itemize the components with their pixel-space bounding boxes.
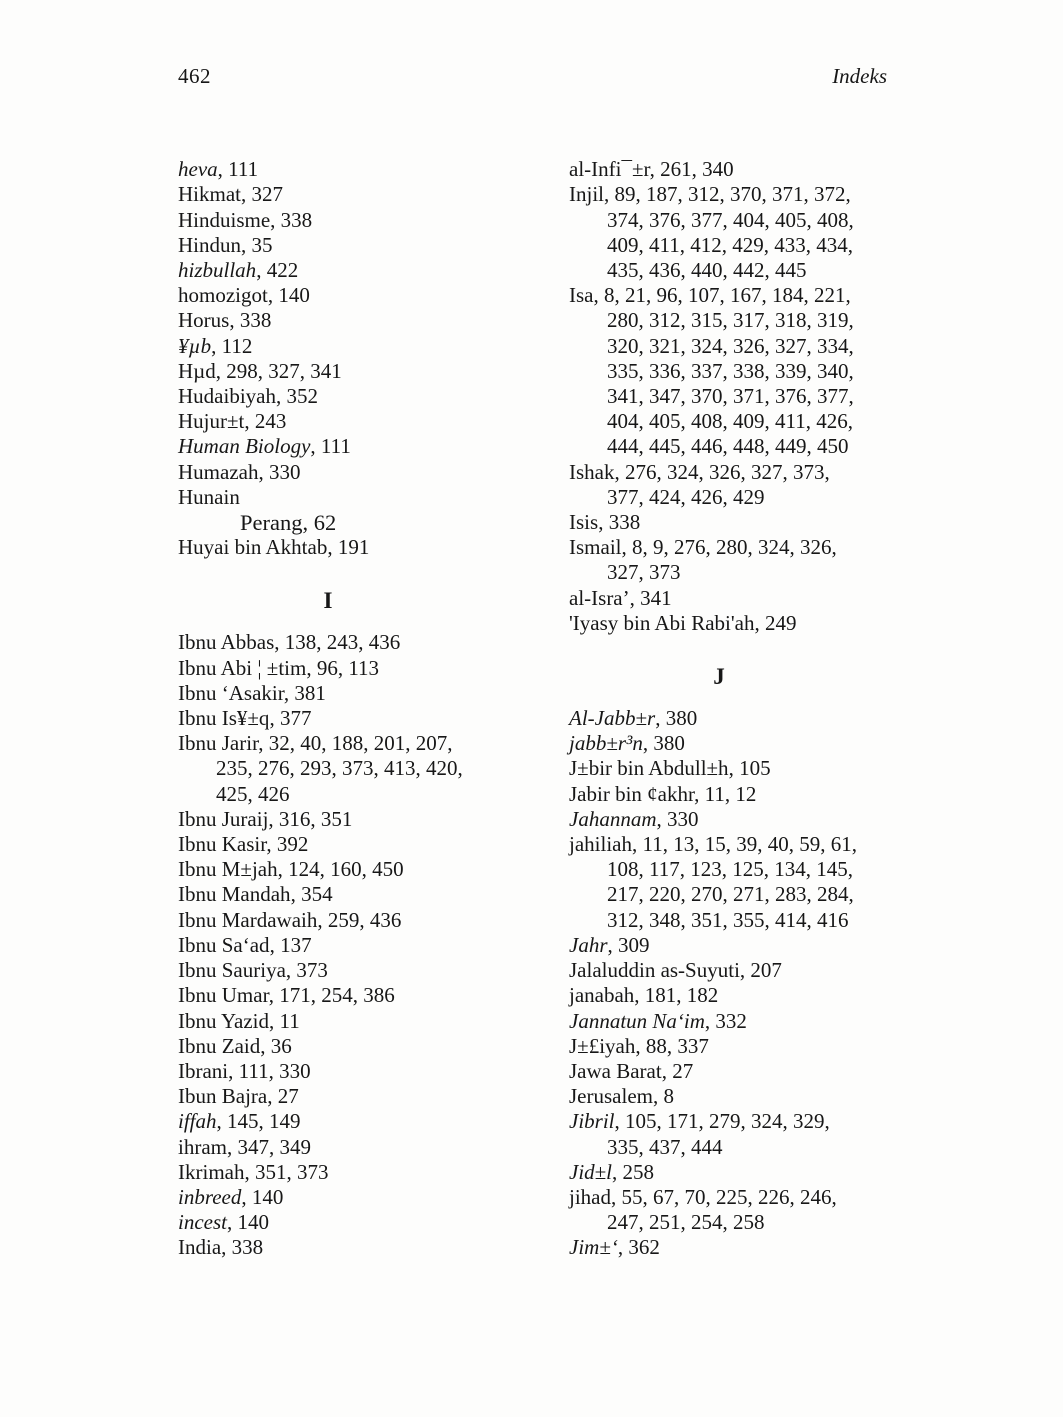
entry-page-refs: 11, 12 [704,781,757,806]
entry-page-refs: 261, 340 [660,157,734,182]
entry-term: Hikmat [178,182,241,207]
page-header [178,64,1063,89]
index-entry: Hikmat, 327 [178,182,283,207]
index-entry: Jerusalem, 8 [569,1084,674,1109]
entry-term: Perang [240,510,303,536]
entry-term: Ibnu Juraij [178,806,269,831]
entry-term: Ibrani [178,1058,229,1083]
index-entry: Jannatun Na‘im, 332 [569,1008,747,1033]
entry-term: janabah [569,983,635,1008]
index-entry: Hindun, 35 [178,232,273,257]
entry-term: Jawa Barat [569,1058,662,1083]
entry-term: Jim±‘ [569,1235,618,1260]
index-entry: Jawa Barat, 27 [569,1058,694,1083]
index-entry: Ibnu Is¥±q, 377 [178,706,312,731]
entry-term: Al-Jabb±r [569,706,656,731]
index-entry: Hµd, 298, 327, 341 [178,358,342,383]
entry-term: Ibnu Mardawaih [178,907,318,932]
index-entry: Injil, 89, 187, 312, 370, 371, 372, 374, 376, 377, 404, 405, 408, 409, 411, 412, 429, 433, 434, 435, 436, 440, 442, 445 [569,182,854,283]
entry-page-refs: 191 [337,535,370,560]
index-entry: India, 338 [178,1235,264,1260]
entry-term: Jid±l [569,1159,613,1184]
entry-page-refs: 171, 254, 386 [279,983,395,1008]
entry-page-refs: 207 [750,958,782,983]
entry-page-refs: 36 [270,1033,292,1058]
index-entry: ¥µb, 112 [178,333,253,358]
index-entry: jahiliah, 11, 13, 15, 39, 40, 59, 61, 108, 117, 123, 125, 134, 145, 217, 220, 270, 271, 283, 284, 312, 348, 351, 355, 414, 416 [569,832,857,932]
entry-term: Ibun Bajra [178,1084,268,1109]
index-entry: Horus, 338 [178,308,272,333]
entry-term: Jabir bin ¢akhr [569,781,695,806]
entry-term: Humazah [178,459,259,484]
entry-page-refs: 380 [665,706,698,731]
index-entry: Ishak, 276, 324, 326, 327, 373, 377, 424, 426, 429 [569,459,830,509]
entry-page-refs: 338 [231,1235,264,1260]
entry-page-refs: 138, 243, 436 [284,630,401,655]
section-heading: I [323,588,333,614]
entry-page-refs: 347, 349 [237,1134,311,1159]
entry-page-refs: 32, 40, 188, 201, 207, 235, 276, 293, 373, 413, 420, 425, 426 [216,731,463,806]
entry-page-refs: 338 [239,308,272,333]
entry-page-refs: 377 [279,706,312,731]
entry-page-refs: 330 [268,459,301,484]
index-entry: Ismail, 8, 9, 276, 280, 324, 326, 327, 373 [569,535,837,585]
index-entry: Jahannam, 330 [569,806,699,831]
entry-term: Ibnu M±jah [178,857,278,882]
entry-page-refs: 140 [237,1210,269,1235]
index-entry: Ibnu ‘Asakir, 381 [178,680,326,705]
entry-page-refs: 351, 373 [254,1159,329,1184]
entry-page-refs: 111 [228,157,259,182]
entry-term: J±£iyah [569,1033,636,1058]
entry-term: Hindun [178,232,241,257]
entry-term: Ibnu Sa‘ad [178,932,270,957]
page-header-title: Indeks [832,64,887,88]
index-entry: Ibnu Abi ¦ ±tim, 96, 113 [178,655,380,680]
index-entry: al-Infi¯±r, 261, 340 [569,157,734,182]
entry-term: Ikrimah [178,1159,245,1184]
index-entry: Perang, 62 [240,510,337,536]
index-entry: al-Isra’, 341 [569,585,672,610]
entry-term: Ismail [569,535,622,560]
index-entry: 'Iyasy bin Abi Rabi'ah, 249 [569,610,797,635]
index-entry: Jabir bin ¢akhr, 11, 12 [569,781,757,806]
index-entry: J±bir bin Abdull±h, 105 [569,756,771,781]
index-entry: janabah, 181, 182 [569,983,719,1008]
entry-page-refs: 381 [294,680,326,705]
entry-term: Ibnu Jarir [178,731,259,756]
entry-term: Hudaibiyah [178,384,276,409]
entry-term: ihram [178,1134,227,1159]
index-entry: Ibnu M±jah, 124, 160, 450 [178,857,404,882]
entry-page-refs: 55, 67, 70, 225, 226, 246, 247, 251, 254, 258 [607,1184,837,1235]
entry-term: jahiliah [569,832,632,857]
index-entry: Ibnu Sa‘ad, 137 [178,932,312,957]
entry-term: homozigot [178,283,268,308]
entry-term: inbreed [178,1184,242,1209]
entry-page-refs: 298, 327, 341 [226,358,342,383]
index-entry: Hujur±t, 243 [178,409,287,434]
entry-page-refs: 88, 337 [645,1033,709,1058]
entry-term: al-Isra’ [569,585,630,610]
entry-term: iffah [178,1109,217,1134]
entry-page-refs: 362 [628,1235,660,1260]
index-entry: Ibnu Juraij, 316, 351 [178,806,353,831]
index-entry: jabb±r³n, 380 [569,731,685,756]
entry-term: 'Iyasy bin Abi Rabi'ah [569,610,755,635]
entry-term: Huyai bin Akhtab [178,535,328,560]
index-entry: Ibnu Jarir, 32, 40, 188, 201, 207, 235, 276, 293, 373, 413, 420, 425, 426 [178,731,463,806]
index-entry: Ibnu Sauriya, 373 [178,958,328,983]
index-entry: Jahr, 309 [569,932,650,957]
entry-term: Jalaluddin as-Suyuti [569,958,740,983]
index-entry: iffah, 145, 149 [178,1109,301,1134]
entry-page-refs: 11 [279,1008,300,1033]
index-entry: Hudaibiyah, 352 [178,384,318,409]
entry-term: Jahr [569,932,608,957]
index-entry: Isa, 8, 21, 96, 107, 167, 184, 221, 280, 312, 315, 317, 318, 319, 320, 321, 324, 326, 327, 334, 335, 336, 337, 338, 339, 340, 341, 347, 370, 371, 376, 377, 404, 405, 408, 409, 411, 426, 444, 445, 446, 448, 449, 450 [569,283,854,459]
index-entry: Human Biology, 111 [178,434,351,459]
entry-page-refs: 8, 9, 276, 280, 324, 326, 327, 373 [607,535,837,585]
index-entry: Ibnu Zaid, 36 [178,1033,292,1058]
entry-term: Ibnu ‘Asakir [178,680,284,705]
entry-page-refs: 422 [266,258,299,283]
entry-page-refs: 140 [251,1184,284,1209]
entry-term: heva [178,157,218,182]
index-entry: Hinduisme, 338 [178,207,313,232]
entry-term: Ibnu Yazid [178,1008,270,1033]
index-column-left [178,157,478,1260]
index-entry: ihram, 347, 349 [178,1134,311,1159]
entry-term: Ibnu Is¥±q [178,706,270,731]
index-entry: J±£iyah, 88, 337 [569,1033,709,1058]
entry-term: jihad [569,1184,611,1209]
entry-term: Hµd [178,358,216,383]
entry-page-refs: 373 [296,958,328,983]
entry-term: India [178,1235,222,1260]
index-entry: Humazah, 330 [178,459,301,484]
page-number: 462 [178,64,211,88]
entry-term: hizbullah [178,258,257,283]
entry-page-refs: 259, 436 [327,907,402,932]
entry-page-refs: 35 [251,232,273,257]
entry-page-refs: 276, 324, 326, 327, 373, 377, 424, 426, 429 [607,459,830,509]
index-entry: Ikrimah, 351, 373 [178,1159,329,1184]
entry-term: Ibnu Zaid [178,1033,261,1058]
entry-page-refs: 27 [672,1058,694,1083]
entry-term: jabb±r³n [569,731,643,756]
entry-page-refs: 258 [622,1159,655,1184]
entry-page-refs: 309 [618,932,650,957]
index-entry: Jalaluddin as-Suyuti, 207 [569,958,782,983]
entry-page-refs: 338 [280,207,313,232]
index-entry: Ibnu Yazid, 11 [178,1008,300,1033]
entry-page-refs: 243 [254,409,287,434]
entry-page-refs: 352 [286,384,318,409]
index-entry: Al-Jabb±r, 380 [569,706,698,731]
entry-term: Jibril [569,1109,615,1134]
entry-term: Jannatun Na‘im [569,1008,705,1033]
entry-page-refs: 8 [663,1084,674,1109]
entry-page-refs: 380 [653,731,685,756]
entry-page-refs: 327 [251,182,283,207]
entry-term: Ishak [569,459,615,484]
index-entry: Isis, 338 [569,510,641,535]
entry-page-refs: 338 [608,510,641,535]
index-entry: heva, 111 [178,157,259,182]
index-entry: Ibrani, 111, 330 [178,1058,311,1083]
entry-page-refs: 140 [278,283,310,308]
entry-page-refs: 330 [667,806,699,831]
entry-term: Ibnu Umar [178,983,269,1008]
entry-term: Hunain [178,484,240,509]
index-entry: Huyai bin Akhtab, 191 [178,535,370,560]
entry-term: Human Biology [178,434,311,459]
index-entry: Ibnu Umar, 171, 254, 386 [178,983,395,1008]
entry-page-refs: 105 [739,756,771,781]
entry-page-refs: 316, 351 [278,806,353,831]
index-entry: jihad, 55, 67, 70, 225, 226, 246, 247, 251, 254, 258 [569,1184,837,1235]
index-entry: inbreed, 140 [178,1184,284,1209]
entry-term: ¥µb [178,333,212,358]
index-entry: Ibnu Mandah, 354 [178,882,333,907]
entry-page-refs: 354 [301,882,333,907]
index-entry: Jim±‘, 362 [569,1235,660,1260]
entry-page-refs: 124, 160, 450 [288,857,404,882]
entry-term: Ibnu Sauriya [178,958,286,983]
entry-term: Horus [178,308,230,333]
entry-page-refs: 137 [280,932,312,957]
entry-page-refs: 8, 21, 96, 107, 167, 184, 221, 280, 312, 315, 317, 318, 319, 320, 321, 324, 326, 327, 334, 335, 336, 337, 338, 339, 340, 341, 347, 370, 371, 376, 377, 404, 405, 408, 409, 411, 426, 444, 445, 446, 448, 449, 450 [604,283,854,459]
entry-term: incest [178,1210,227,1235]
entry-page-refs: 145, 149 [227,1109,301,1134]
entry-page-refs: 332 [715,1008,747,1033]
entry-term: Isa [569,283,594,308]
entry-term: Hujur±t [178,409,245,434]
index-entry: hizbullah, 422 [178,258,299,283]
entry-term: Isis [569,510,599,535]
entry-page-refs: 105, 171, 279, 324, 329, 335, 437, 444 [607,1109,830,1159]
entry-page-refs: 341 [640,585,672,610]
entry-page-refs: 111 [320,434,351,459]
entry-term: Jerusalem [569,1084,653,1109]
entry-term: Ibnu Abbas [178,630,275,655]
entry-term: Jahannam [569,806,657,831]
entry-page-refs: 62 [313,510,337,536]
index-entry: Jid±l, 258 [569,1159,655,1184]
entry-page-refs: 112 [221,333,253,358]
entry-term: Injil [569,182,604,207]
entry-page-refs: 392 [276,832,309,857]
index-entry: Ibnu Abbas, 138, 243, 436 [178,630,401,655]
entry-page-refs: 27 [277,1084,299,1109]
entry-page-refs: 89, 187, 312, 370, 371, 372, 374, 376, 377, 404, 405, 408, 409, 411, 412, 429, 433, 434, 435, 436, 440, 442, 445 [607,182,854,283]
entry-term: Ibnu Abi ¦ ±tim [178,655,307,680]
index-column-right [569,157,869,1260]
index-entry: incest, 140 [178,1210,269,1235]
index-entry: Ibnu Mardawaih, 259, 436 [178,907,402,932]
entry-term: al-Infi¯±r [569,157,650,182]
entry-term: Ibnu Kasir [178,832,267,857]
entry-page-refs: 11, 13, 15, 39, 40, 59, 61, 108, 117, 123, 125, 134, 145, 217, 220, 270, 271, 283, 284, 312, 348, 351, 355, 414, 416 [607,832,857,932]
entry-page-refs: 111, 330 [238,1058,311,1083]
index-entry: Ibnu Kasir, 392 [178,832,309,857]
section-heading: J [713,664,725,690]
entry-term: Ibnu Mandah [178,882,291,907]
index-columns [178,157,1063,1260]
entry-page-refs: 96, 113 [316,655,380,680]
index-entry: Ibun Bajra, 27 [178,1084,299,1109]
entry-page-refs: 249 [764,610,797,635]
index-entry: homozigot, 140 [178,283,310,308]
index-entry [178,485,478,510]
index-entry: Jibril, 105, 171, 279, 324, 329, 335, 437, 444 [569,1109,830,1159]
entry-term: J±bir bin Abdull±h [569,756,729,781]
entry-term: Hinduisme [178,207,271,232]
entry-page-refs: 181, 182 [644,983,719,1008]
